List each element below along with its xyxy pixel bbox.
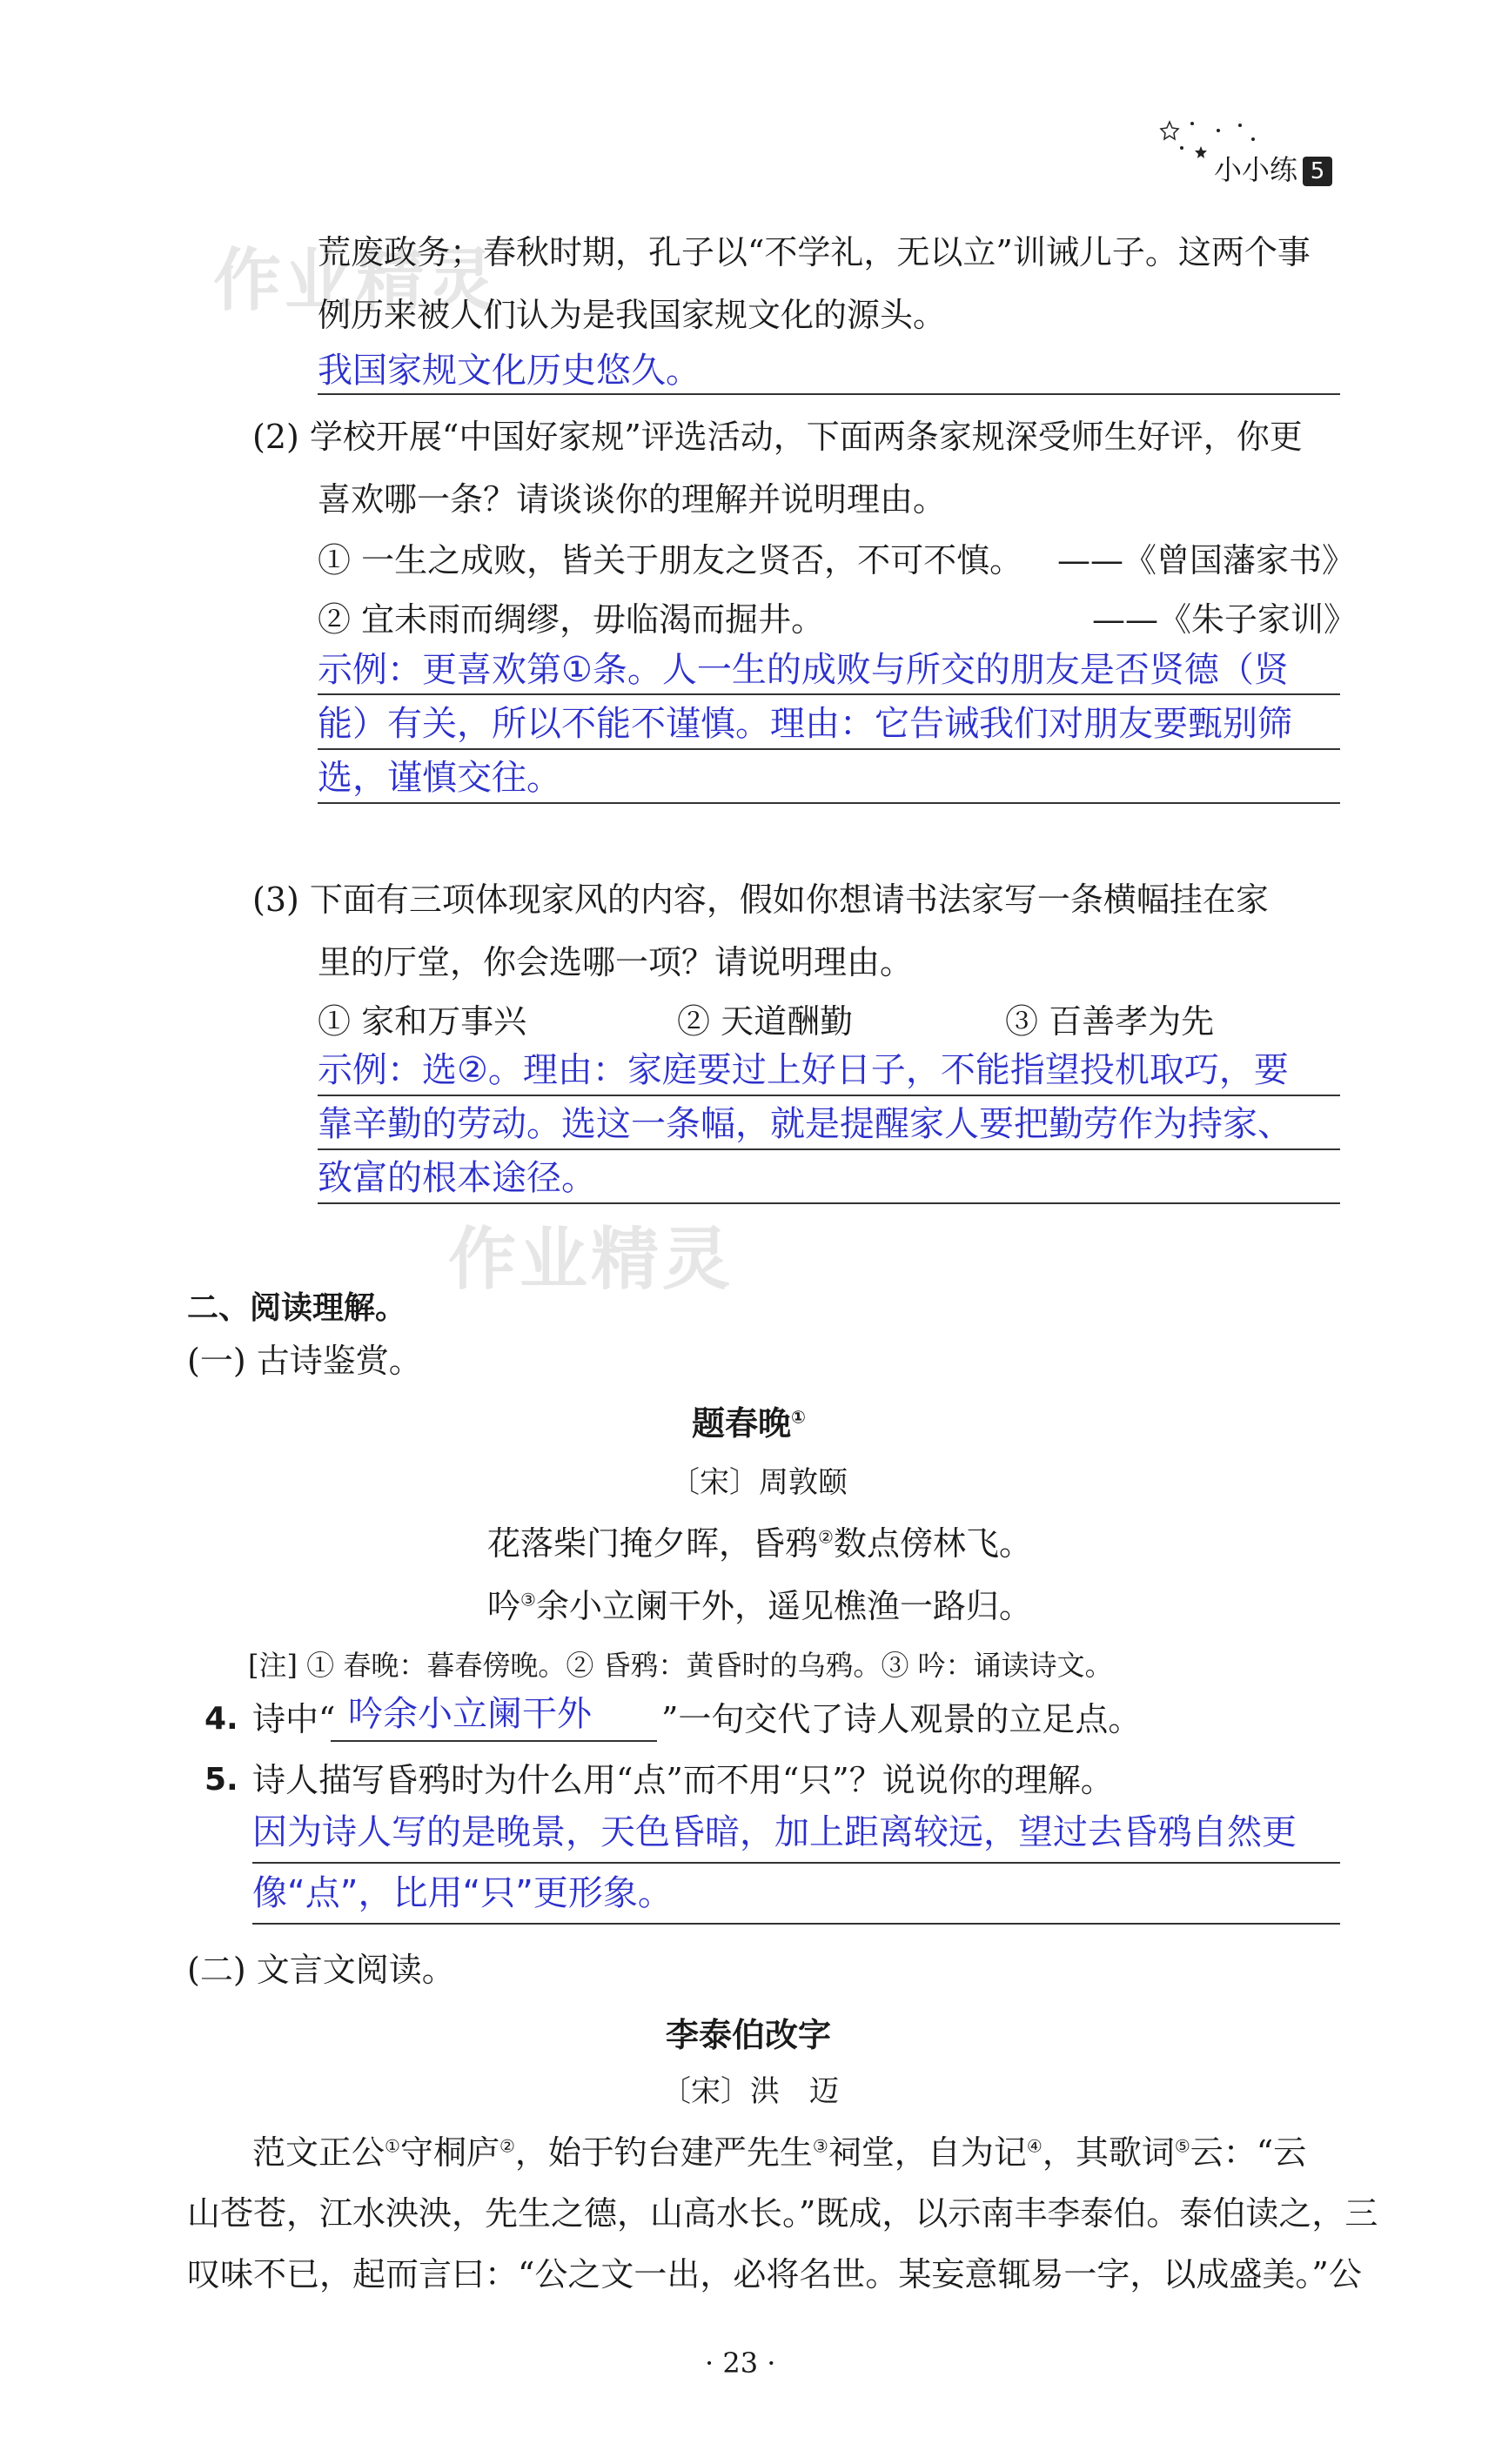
answer-line [318, 693, 1340, 695]
q3-line-2: 里的厅堂，你会选哪一项？请说明理由。 [318, 943, 914, 981]
footnote-marker: ① [385, 2135, 400, 2157]
answer-line [318, 748, 1340, 750]
poem-author: 〔宋〕周敦颐 [670, 1465, 848, 1500]
answer-line [318, 393, 1340, 395]
q2-rule-2: ② 宜未雨而绸缪，毋临渴而掘井。 [318, 600, 825, 639]
poem-notes: [注] ① 春晚：暮春傍晚。② 昏鸦：黄昏时的乌鸦。③ 吟：诵读诗文。 [248, 1649, 1113, 1682]
prose-text: 范文正公 [252, 2133, 385, 2172]
footnote-marker: ⑤ [1174, 2135, 1190, 2157]
watermark-middle: 作业精灵 [448, 1221, 734, 1299]
answer-line [318, 1202, 1340, 1204]
poem-line-1 [487, 1523, 1032, 1564]
answer-3-line-1: 示例：选②。理由：家庭要过上好日子，不能指望投机取巧，要 [318, 1050, 1289, 1090]
q2-line-1: (2) 学校开展“中国好家规”评选活动，下面两条家规深受师生好评，你更 [252, 418, 1303, 456]
answer-4: 吟余小立阑干外 [348, 1694, 592, 1734]
answer-line [318, 1095, 1340, 1096]
q3-option-3: ③ 百善孝为先 [1005, 1002, 1215, 1041]
q3-option-2: ② 天道酬勤 [677, 1002, 854, 1041]
section-heading: 二、阅读理解。 [187, 1290, 407, 1326]
answer-2-line-1: 示例：更喜欢第①条。人一生的成败与所交的朋友是否贤德（贤 [318, 650, 1289, 690]
poem-title [692, 1396, 806, 1444]
prose-text: ，始于钓台建严先生 [514, 2133, 813, 2172]
q3-option-1: ① 家和万事兴 [318, 1002, 527, 1041]
footnote-marker: ④ [1026, 2135, 1042, 2157]
intro-line-1: 荒废政务；春秋时期，孔子以“不学礼，无以立”训诫儿子。这两个事 [318, 233, 1311, 271]
prose-line-3: 叹味不已，起而言曰：“公之文一出，必将名世。某妄意辄易一字，以成盛美。”公 [187, 2255, 1362, 2293]
footnote-marker: ② [499, 2135, 515, 2157]
answer-line [252, 1923, 1340, 1925]
answer-line [318, 1148, 1340, 1150]
q3-line-1: (3) 下面有三项体现家风的内容，假如你想请书法家写一条横幅挂在家 [252, 880, 1269, 919]
header-label-text: 小小练 [1214, 153, 1298, 186]
footnote-marker: ② [818, 1526, 834, 1548]
answer-blank [331, 1740, 657, 1742]
header-label [1214, 148, 1332, 188]
subsection-prose: (二) 文言文阅读。 [187, 1951, 455, 1989]
prose-line-1 [252, 2132, 1306, 2173]
footnote-marker: ① [791, 1406, 806, 1428]
watermark-top: 作业精灵 [213, 242, 499, 320]
answer-2-line-3: 选，谨慎交往。 [318, 758, 561, 798]
subsection-poetry: (一) 古诗鉴赏。 [187, 1342, 422, 1380]
answer-2-line-2: 能）有关，所以不能不谨慎。理由：它告诫我们对朋友要甄别筛 [318, 704, 1292, 744]
q4-number: 4. [204, 1701, 238, 1737]
answer-1: 我国家规文化历史悠久。 [318, 351, 701, 391]
prose-text: 守桐庐 [399, 2133, 499, 2172]
q2-rule-1: ① 一生之成败，皆关于朋友之贤否，不可不慎。 [318, 541, 1023, 579]
poem-title-text: 题春晚 [692, 1404, 792, 1443]
answer-5-line-1: 因为诗人写的是晚景，天色昏暗，加上距离较远，望过去昏鸦自然更 [252, 1812, 1297, 1852]
q2-rule-1-source: ——《曾国藩家书》 [1057, 541, 1356, 579]
prose-text: ，其歌词 [1042, 2133, 1175, 2172]
poem-line-2 [487, 1585, 1032, 1627]
answer-line [318, 802, 1340, 804]
prose-text: 祠堂，自为记 [828, 2133, 1027, 2172]
prose-line-2: 山苍苍，江水泱泱，先生之德，山高水长。”既成，以示南丰李泰伯。泰伯读之，三 [187, 2194, 1378, 2233]
prose-author: 〔宋〕洪 迈 [661, 2074, 839, 2109]
answer-3-line-3: 致富的根本途径。 [318, 1158, 596, 1198]
poem-line-2-b: 余小立阑干外，遥见樵渔一路归。 [535, 1587, 1032, 1625]
q4-prefix: 诗中“ [252, 1700, 336, 1738]
poem-line-1-a: 花落柴门掩夕晖，昏鸦 [487, 1524, 819, 1563]
header-badge: 5 [1303, 157, 1332, 186]
q4-suffix: ”一句交代了诗人观景的立足点。 [661, 1700, 1142, 1738]
q2-rule-2-source: ——《朱子家训》 [1092, 600, 1358, 639]
footnote-marker: ③ [520, 1589, 536, 1610]
intro-line-2: 例历来被人们认为是我国家规文化的源头。 [318, 296, 947, 334]
answer-line [252, 1862, 1340, 1864]
poem-line-1-b: 数点傍林飞。 [833, 1524, 1032, 1563]
answer-3-line-2: 靠辛勤的劳动。选这一条幅，就是提醒家人要把勤劳作为持家、 [318, 1104, 1292, 1144]
prose-text: 云：“云 [1190, 2133, 1307, 2172]
footnote-marker: ③ [812, 2135, 828, 2157]
q5-number: 5. [204, 1762, 238, 1798]
q5-text: 诗人描写昏鸦时为什么用“点”而不用“只”？说说你的理解。 [252, 1761, 1114, 1799]
q2-line-2: 喜欢哪一条？请谈谈你的理解并说明理由。 [318, 480, 947, 519]
prose-title: 李泰伯改字 [666, 2016, 832, 2054]
page-number: · 23 · [705, 2347, 776, 2380]
answer-5-line-2: 像“点”，比用“只”更形象。 [252, 1873, 673, 1913]
poem-line-2-a: 吟 [487, 1587, 521, 1625]
